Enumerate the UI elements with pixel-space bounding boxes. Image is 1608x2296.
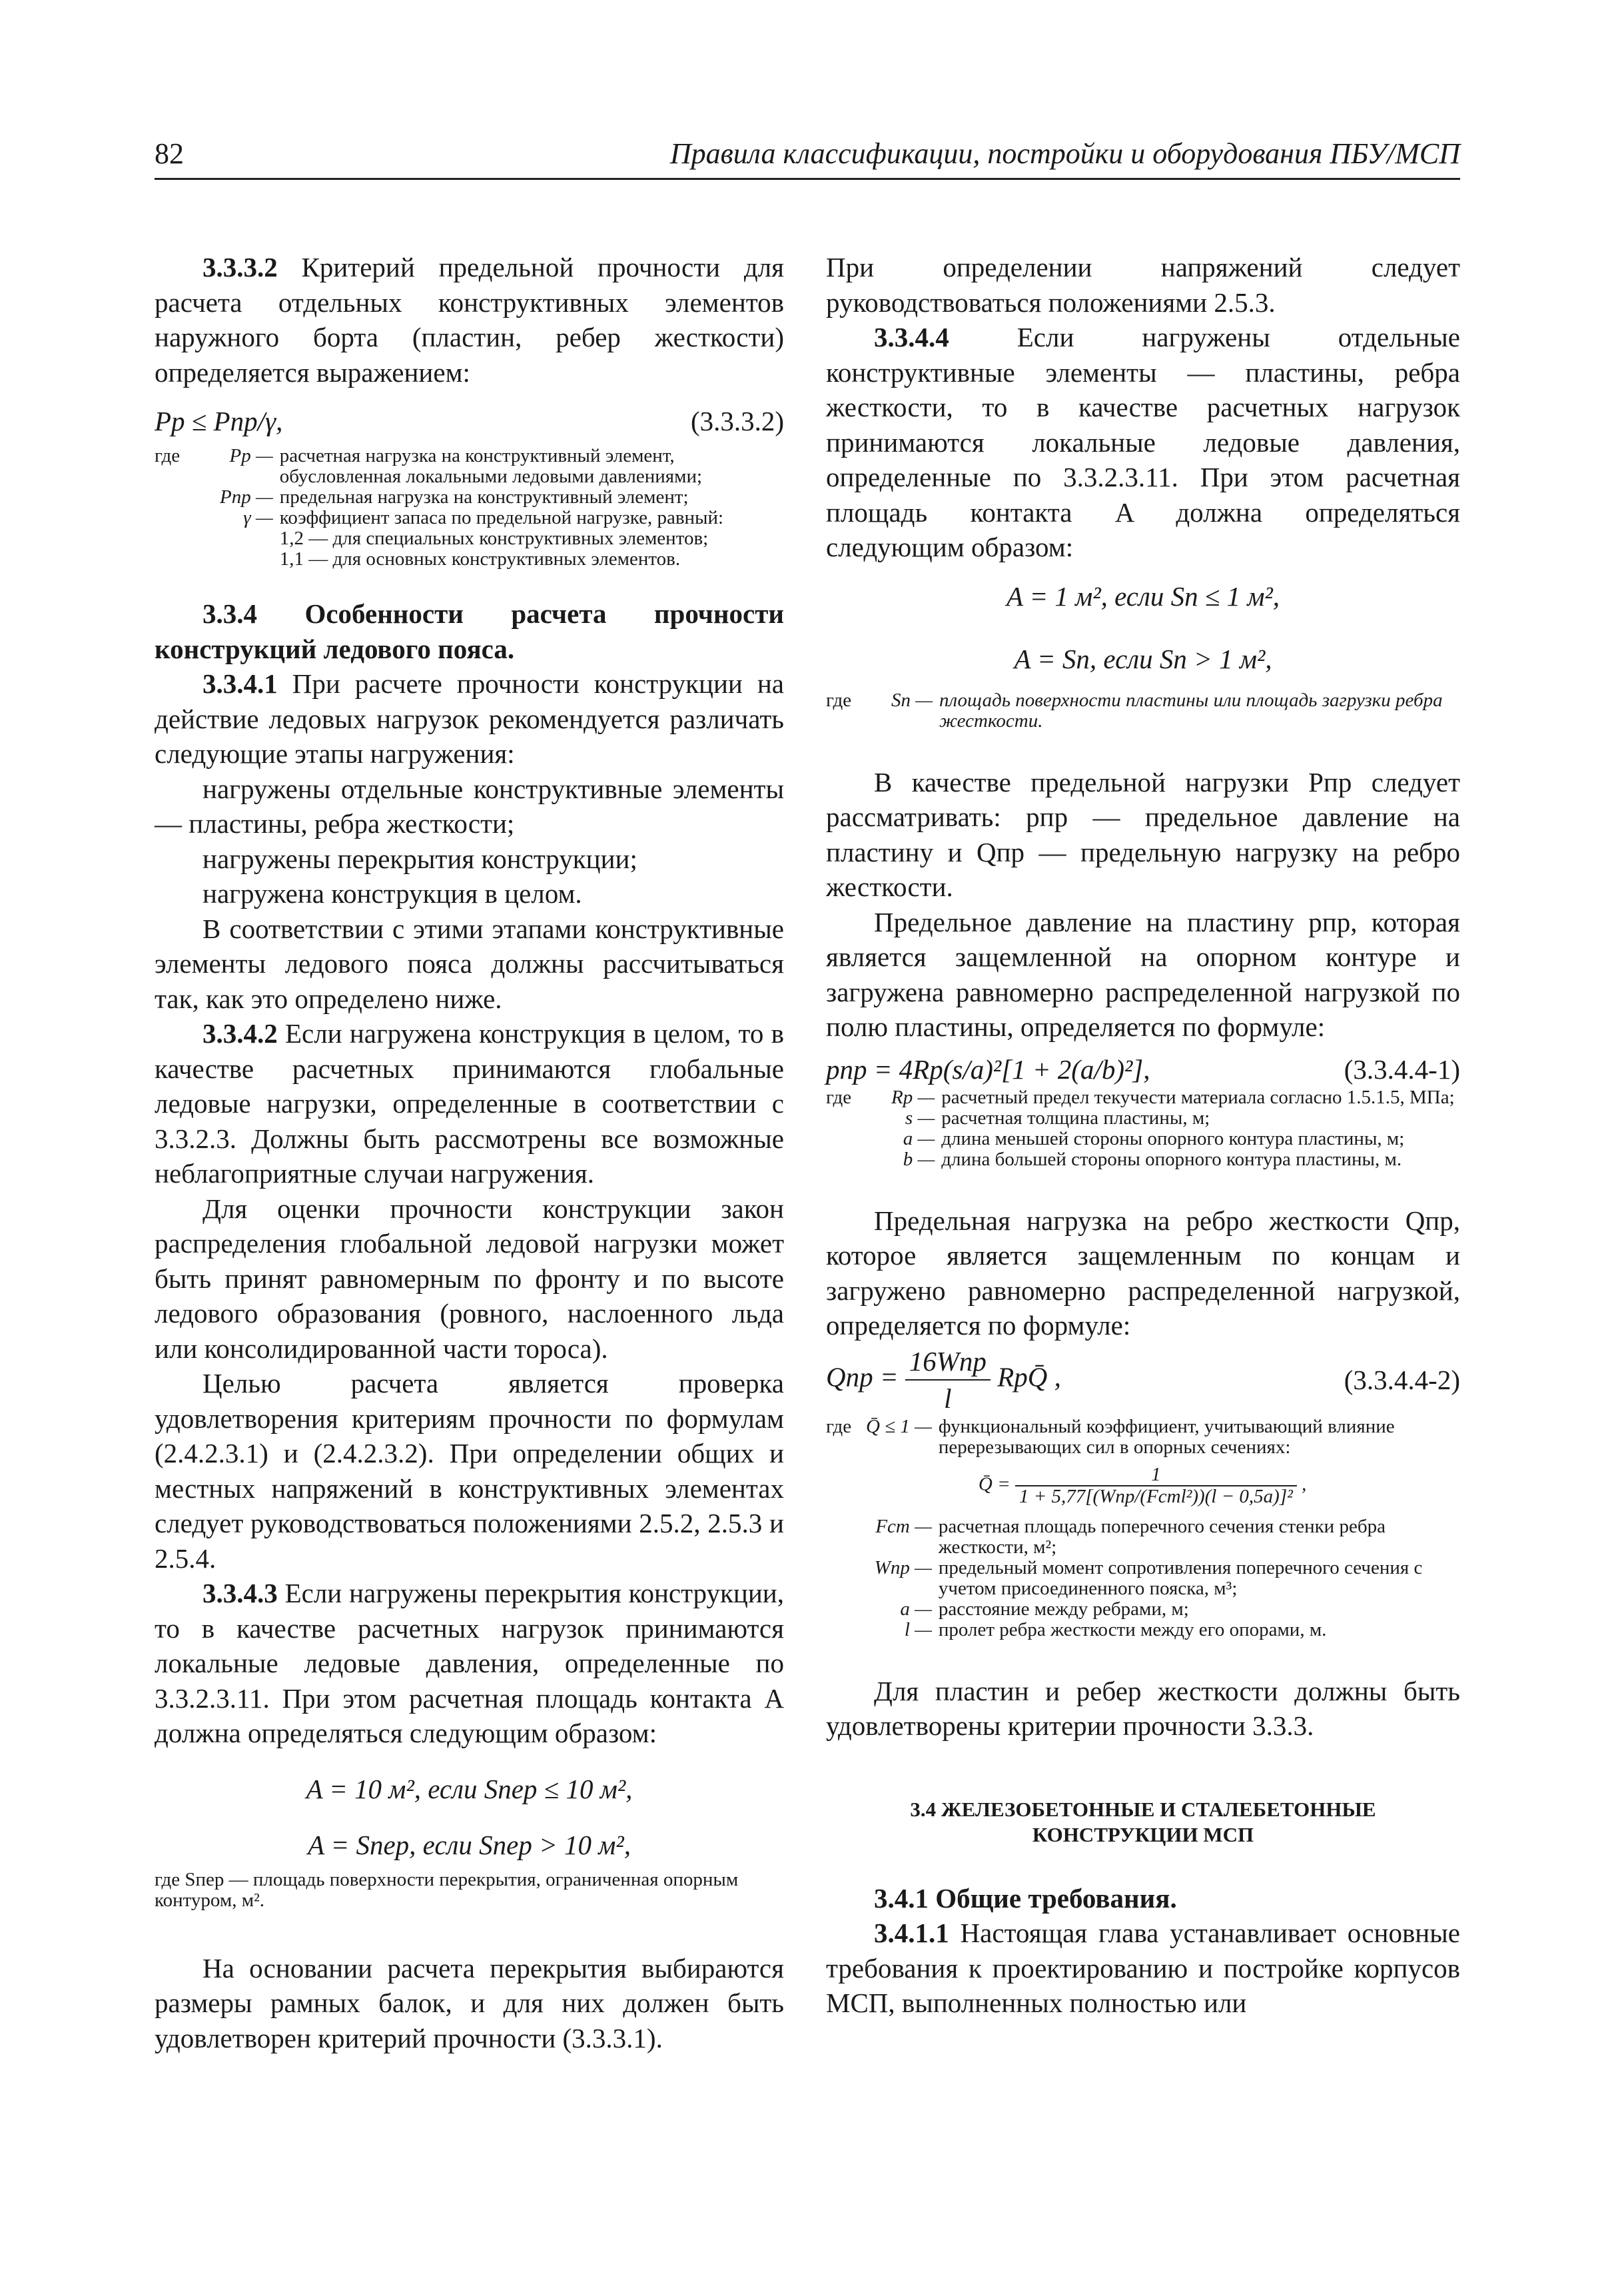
- where-label: где: [826, 1415, 852, 1437]
- list-item: нагружена конструкция в целом.: [202, 878, 582, 909]
- definitions-list-2: где Sпер — площадь поверхности перекрытия, ограниченная опорным контуром, м².: [155, 1868, 739, 1911]
- clause-number: 3.4.1.1: [874, 1918, 949, 1948]
- paragraph-3-3-4-2: [155, 1016, 784, 1191]
- paragraph-frames: На основании расчета перекрытия выбираются размеры рамных балок, и для них должен быть удовлетворен критерий прочности (3.3.3.1).: [155, 1952, 784, 2053]
- formula-expression: [826, 1343, 1061, 1417]
- formula-3-3-3-2: [155, 403, 784, 439]
- qbar-tail: ,: [1302, 1473, 1307, 1495]
- paragraph-limit: В качестве предельной нагрузки Pпр следует рассматривать: pпр — предельное давление на пластину и Qпр — предельную нагрузку на ребро жесткости.: [826, 766, 1460, 902]
- section-heading-3-3-4: 3.3.4 Особенности расчета прочности конструкций ледового пояса.: [155, 598, 784, 664]
- paragraph-3-3-4-3: [155, 1576, 784, 1751]
- definition-text: длина большей стороны опорного контура пластины, м.: [941, 1148, 1402, 1170]
- formula-number: (3.3.3.2): [690, 406, 784, 436]
- definition-symbol: γ —: [243, 507, 273, 528]
- fraction-numerator: 1: [1015, 1464, 1297, 1486]
- definition-text: расчетная нагрузка на конструктивный элемент, обусловленная локальными ледовыми давлениями;: [279, 445, 703, 487]
- formula-rhs: RрQ̄ ,: [997, 1361, 1061, 1392]
- paragraph-3-4-1-1: [826, 1916, 1460, 2021]
- clause-number: 3.3.3.2: [202, 252, 278, 283]
- definition-symbol: l —: [904, 1618, 932, 1640]
- definition-text: предельный момент сопротивления поперечного сечения с учетом присоединенного пояска, м³;: [938, 1556, 1423, 1599]
- chapter-heading-3-4: 3.4 ЖЕЛЕЗОБЕТОННЫЕ И СТАЛЕБЕТОННЫЕ КОНСТРУКЦИИ МСП: [910, 1797, 1376, 1846]
- formula-3-3-4-4-1: [826, 1051, 1460, 1087]
- equation-area-4: A = Sп, если Sп > 1 м²,: [1014, 643, 1272, 674]
- definition-text: коэффициент запаса по предельной нагрузке, равный:: [279, 507, 724, 528]
- clause-number: 3.3.4.4: [874, 322, 949, 352]
- definition-symbol: a —: [903, 1127, 935, 1149]
- formula-lhs: Qпр =: [826, 1361, 899, 1392]
- formula-number: (3.3.4.4-1): [1344, 1053, 1460, 1085]
- running-title: Правила классификации, постройки и оборудования ПБУ/МСП: [669, 137, 1460, 170]
- paragraph-goal: Целью расчета является проверка удовлетворения критериям прочности по формулам (2.4.2.3.1) и (2.4.2.3.2). При определении общих и местных напряжений в конструктивных элементах следует руководствоваться положениями 2.5.2, 2.5.3 и 2.5.4.: [155, 1368, 784, 1574]
- formula-expression: Pр ≤ Pпр/γ,: [155, 406, 283, 436]
- fraction-denominator: l: [944, 1383, 952, 1414]
- clause-number: 3.3.4.2: [202, 1018, 278, 1049]
- paragraph-law: Для оценки прочности конструкции закон распределения глобальной ледовой нагрузки может быть принят равномерным по фронту и по высоте ледового образования (ровного, наслоенного льда или консолидированной части тороса).: [155, 1193, 784, 1364]
- definition-symbol: Pпр —: [220, 486, 273, 508]
- definition-symbol: Fст —: [875, 1515, 932, 1537]
- formula-expression: pпр = 4Rр(s/a)²[1 + 2(a/b)²],: [826, 1053, 1150, 1085]
- definition-text: предельная нагрузка на конструктивный элемент;: [279, 486, 689, 508]
- paragraph-text: При расчете прочности конструкции на действие ледовых нагрузок рекомендуется различать следующие этапы нагружения:: [155, 668, 784, 769]
- qbar-fraction: [1015, 1464, 1297, 1507]
- fraction-denominator: 1 + 5,77[(Wпр/(Fстl²))(l − 0,5a)]²: [1018, 1485, 1293, 1507]
- definition-text: пролет ребра жесткости между его опорами, м.: [938, 1618, 1327, 1640]
- clause-number: 3.3.4.1: [202, 668, 278, 699]
- definition-symbol: s —: [905, 1107, 935, 1129]
- paragraph-stress: При определении напряжений следует руководствоваться положениями 2.5.3.: [826, 252, 1460, 318]
- section-heading-3-4-1: 3.4.1 Общие требования.: [874, 1882, 1177, 1914]
- definitions-list-3: [826, 690, 1460, 732]
- left-column: [155, 250, 784, 2055]
- formula-fraction: [905, 1343, 991, 1417]
- paragraph-text: Если нагружены отдельные конструктивные элементы — пластины, ребра жесткости, то в качестве расчетных нагрузок принимаются локальные ледовые давления, определенные по 3.3.2.3.11. При этом расчетная площадь контакта A должна определяться следующим образом:: [826, 322, 1460, 562]
- paragraph-text: Если нагружены перекрытия конструкции, то в качестве расчетных нагрузок принимаются локальные ледовые давления, определенные по 3.3.2.3.11. При этом расчетная площадь контакта A должна определяться следующим образом:: [155, 1578, 784, 1748]
- clause-number: 3.3.4.3: [202, 1578, 278, 1608]
- list-item: нагружены перекрытия конструкции;: [202, 843, 637, 874]
- fraction-numerator: 16Wпр: [905, 1343, 991, 1381]
- where-label: где: [826, 1086, 852, 1108]
- definition-text: расчетная толщина пластины, м;: [941, 1107, 1210, 1129]
- paragraph-text: Настоящая глава устанавливает основные требования к проектированию и постройке корпусов МСП, выполненных полностью или: [826, 1918, 1460, 2018]
- definition-text: расчетный предел текучести материала согласно 1.5.1.5, МПа;: [941, 1086, 1455, 1108]
- paragraph-text: Критерий предельной прочности для расчета отдельных конструктивных элементов наружного борта (пластин, ребер жесткости) определяется выражением:: [155, 252, 784, 388]
- page-header: [155, 137, 1460, 180]
- definition-symbol: Q̄ ≤ 1 —: [866, 1415, 932, 1437]
- definition-symbol: Rр —: [891, 1086, 935, 1108]
- paragraph-3-3-4-1: [155, 666, 784, 772]
- right-column: [826, 250, 1460, 2021]
- where-label: где: [155, 445, 181, 466]
- paragraph-stages: В соответствии с этими этапами конструктивные элементы ледового пояса должны рассчитываться так, как это определено ниже.: [155, 913, 784, 1014]
- definition-symbol: Pр —: [229, 445, 273, 466]
- paragraph-criteria: Для пластин и ребер жесткости должны быть удовлетворены критерии прочности 3.3.3.: [826, 1675, 1460, 1741]
- definition-symbol: b —: [903, 1148, 935, 1170]
- definitions-list-5: [826, 1417, 1460, 1640]
- equation-area-1: A = 10 м², если Sпер ≤ 10 м²,: [306, 1773, 633, 1804]
- page-number: 82: [155, 137, 184, 170]
- definition-text: расчетная площадь поперечного сечения стенки ребра жесткости, м²;: [938, 1515, 1386, 1558]
- definition-text: 1,1 — для основных конструктивных элементов.: [279, 548, 681, 570]
- equation-area-3: A = 1 м², если Sп ≤ 1 м²,: [1006, 580, 1280, 612]
- definition-text: площадь поверхности пластины или площадь загрузки ребра жесткости.: [939, 689, 1443, 732]
- definition-symbol: Sп —: [891, 689, 933, 711]
- list-item: нагружены отдельные конструктивные элементы — пластины, ребра жесткости;: [155, 773, 784, 839]
- definitions-list-4: [826, 1087, 1460, 1170]
- equation-area-2: A = Sпер, если Sпер > 10 м²,: [308, 1829, 631, 1860]
- paragraph-3-3-4-4: [826, 320, 1460, 565]
- formula-number: (3.3.4.4-2): [1344, 1364, 1460, 1395]
- paragraph-plate: Предельное давление на пластину pпр, которая является защемленной на опорном контуре и загружена равномерно распределенной нагрузкой по полю пластины, определяется по формуле:: [826, 906, 1460, 1042]
- paragraph-3-3-3-2: [155, 250, 784, 390]
- definition-symbol: a —: [900, 1598, 932, 1620]
- qbar-formula: [939, 1458, 1460, 1516]
- definition-text: 1,2 — для специальных конструктивных элементов;: [279, 528, 709, 549]
- definition-text: длина меньшей стороны опорного контура пластины, м;: [941, 1127, 1405, 1149]
- definition-text: расстояние между ребрами, м;: [938, 1598, 1189, 1620]
- paragraph-text: Если нагружена конструкция в целом, то в качестве расчетных принимаются глобальные ледовые нагрузки, определенные в соответствии с 3.3.2.3. Должны быть рассмотрены все возможные неблагоприятные случаи нагружения.: [155, 1018, 784, 1189]
- paragraph-rib: Предельная нагрузка на ребро жесткости Qпр, которое является защемленным по концам и загружено равномерно распределенной нагрузкой, определяется по формуле:: [826, 1205, 1460, 1341]
- where-label: где: [826, 689, 852, 711]
- definition-text: функциональный коэффициент, учитывающий влияние перерезывающих сил в опорных сечениях:: [938, 1415, 1395, 1458]
- definitions-list-1: [155, 446, 784, 570]
- qbar-lhs: Q̄ =: [978, 1473, 1010, 1495]
- definition-symbol: Wпр —: [874, 1556, 932, 1578]
- formula-3-3-4-4-2: [826, 1343, 1460, 1417]
